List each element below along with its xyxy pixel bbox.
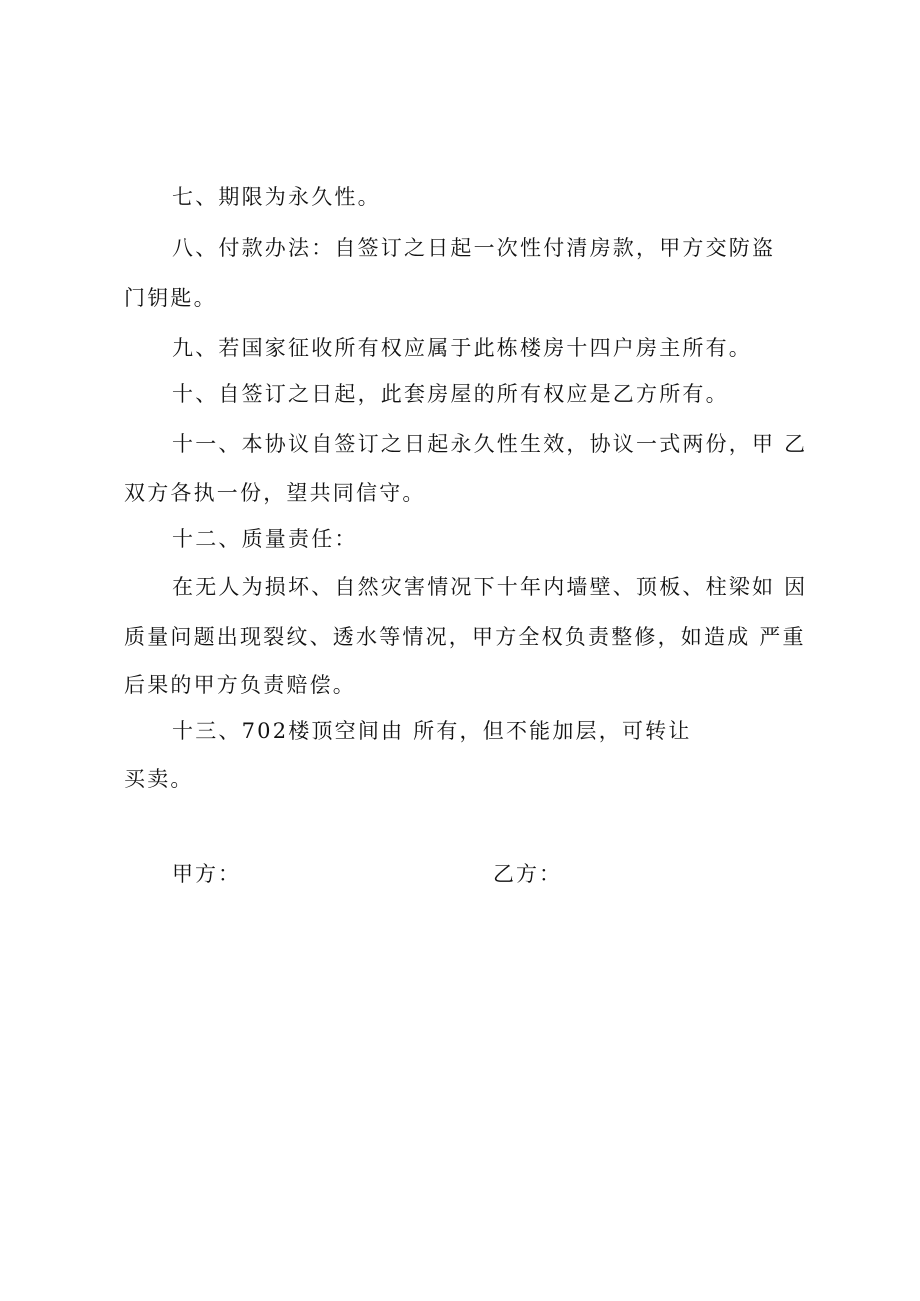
- clause-9-line-1: 九、若国家征收所有权应属于此栋楼房十四户房主所有。: [172, 336, 752, 360]
- clause-11-line-2: 双方各执一份，望共同信守。: [124, 481, 426, 505]
- clause-10-line-1: 十、自签订之日起，此套房屋的所有权应是乙方所有。: [172, 382, 729, 406]
- clause-7-line-1: 七、期限为永久性。: [172, 185, 381, 209]
- clause-11-line-1: 十一、本协议自签订之日起永久性生效，协议一式两份，甲 乙: [172, 432, 808, 456]
- clause-13-line-1: 十三、702楼顶空间由 所有，但不能加层，可转让: [172, 719, 692, 743]
- party-a-signature-label: 甲方：: [172, 862, 241, 886]
- clause-13-line-2: 买卖。: [124, 767, 194, 791]
- clause-12-body-line-1: 在无人为损坏、自然灾害情况下十年内墙壁、顶板、柱梁如 因: [172, 575, 808, 599]
- clause-8-line-2: 门钥匙。: [124, 286, 217, 310]
- clause-12-body-line-2: 质量问题出现裂纹、透水等情况，甲方全权负责整修，如造成 严重: [124, 625, 806, 649]
- clause-8-line-1: 八、付款办法：自签订之日起一次性付清房款，甲方交防盗: [172, 236, 776, 260]
- party-b-signature-label: 乙方：: [493, 862, 562, 886]
- clause-12-line-1: 十二、质量责任：: [172, 527, 358, 551]
- clause-12-body-line-3: 后果的甲方负责赔偿。: [124, 673, 356, 697]
